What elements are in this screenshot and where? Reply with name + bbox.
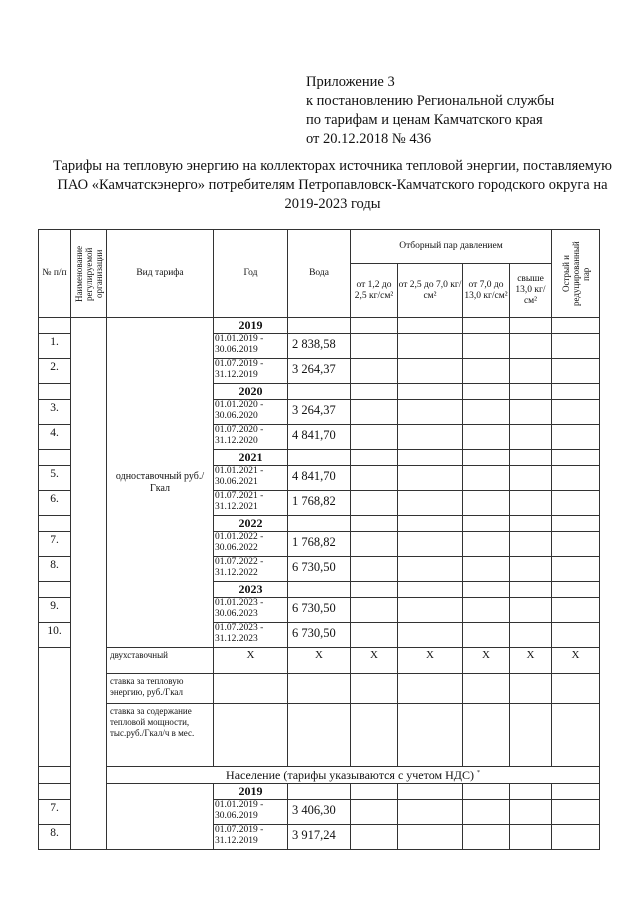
row-water: 3 264,37 [288, 359, 351, 384]
year-cell: 2020 [214, 384, 288, 400]
document-title: Тарифы на тепловую энергию на коллекторах источника тепловой энергии, поставляемую ПАО «Камчатскэнерго» потребителям Петропавловск-Камчатского городского округа на 2019-2023 годы [52, 158, 613, 212]
row-period: 01.01.2022 - 30.06.2022 [214, 532, 288, 557]
year-cell: 2019 [214, 784, 288, 800]
row-water: 6 730,50 [288, 623, 351, 648]
row-num: 7. [39, 532, 71, 557]
row-water: 4 841,70 [288, 466, 351, 491]
row-num: 3. [39, 400, 71, 425]
row-water: 6 730,50 [288, 598, 351, 623]
row-water: 2 838,58 [288, 334, 351, 359]
capacity-rate-row [39, 704, 600, 767]
population-header-row [39, 767, 600, 784]
row-water: 3 264,37 [288, 400, 351, 425]
two-rate-row [39, 648, 600, 674]
appendix-line-4: от 20.12.2018 № 436 [306, 131, 432, 147]
row-num: 4. [39, 425, 71, 450]
row-num: 1. [39, 334, 71, 359]
year-cell: 2021 [214, 450, 288, 466]
header-row-1 [39, 230, 600, 264]
x-mark: X [398, 648, 463, 674]
year-row [39, 318, 600, 334]
row-period: 01.07.2022 - 31.12.2022 [214, 557, 288, 582]
appendix-line-3: по тарифам и ценам Камчатского края [306, 112, 543, 128]
row-water: 1 768,82 [288, 491, 351, 516]
population-label-text: Население (тарифы указываются с учетом НДС) [226, 768, 474, 782]
cell [39, 318, 71, 334]
row-water: 4 841,70 [288, 425, 351, 450]
appendix-line-2: к постановлению Региональной службы [306, 93, 555, 109]
row-period: 01.01.2019 - 30.06.2019 [214, 334, 288, 359]
row-period: 01.01.2023 - 30.06.2023 [214, 598, 288, 623]
row-period: 01.01.2019 - 30.06.2019 [214, 800, 288, 825]
header-kind: Вид тарифа [107, 230, 214, 318]
header-sharp-text: Острый и редуцированный пар [560, 241, 591, 306]
row-period: 01.07.2019 - 31.12.2019 [214, 825, 288, 850]
header-steam: Отборный пар давлением [351, 230, 552, 264]
row-num: 6. [39, 491, 71, 516]
row-period: 01.07.2020 - 31.12.2020 [214, 425, 288, 450]
row-water: 1 768,82 [288, 532, 351, 557]
row-period: 01.01.2020 - 30.06.2020 [214, 400, 288, 425]
year-cell: 2019 [214, 318, 288, 334]
header-p1: от 1,2 до 2,5 кг/см² [351, 264, 398, 318]
row-period: 01.01.2021 - 30.06.2021 [214, 466, 288, 491]
header-num: № п/п [39, 230, 71, 318]
population-mark: * [476, 770, 480, 776]
energy-rate-label: ставка за тепловую энергию, руб./Гкал [107, 674, 214, 704]
x-mark: X [463, 648, 510, 674]
org-cell [71, 318, 107, 850]
x-mark: X [510, 648, 552, 674]
year-cell: 2023 [214, 582, 288, 598]
appendix-line-1: Приложение 3 [306, 74, 395, 90]
x-mark: X [288, 648, 351, 674]
x-mark: X [552, 648, 600, 674]
x-mark: X [214, 648, 288, 674]
energy-rate-row [39, 674, 600, 704]
row-num: 5. [39, 466, 71, 491]
row-num: 7. [39, 800, 71, 825]
year-cell: 2022 [214, 516, 288, 532]
appendix-block [306, 73, 554, 149]
population-label [107, 767, 600, 784]
row-num: 8. [39, 557, 71, 582]
header-water: Вода [288, 230, 351, 318]
row-water: 3 917,24 [288, 825, 351, 850]
tariff-table [38, 229, 600, 850]
header-p2: от 2,5 до 7,0 кг/см² [398, 264, 463, 318]
header-p4: свыше 13,0 кг/см² [510, 264, 552, 318]
header-org-text: Наименование регулируемой организации [73, 245, 104, 302]
kind-cell [107, 784, 214, 850]
row-num: 2. [39, 359, 71, 384]
row-num: 8. [39, 825, 71, 850]
x-mark: X [351, 648, 398, 674]
row-period: 01.07.2021 - 31.12.2021 [214, 491, 288, 516]
year-row [39, 784, 600, 800]
row-num: 10. [39, 623, 71, 648]
row-water: 3 406,30 [288, 800, 351, 825]
single-rate-label: одноставочный руб./Гкал [107, 318, 214, 648]
header-p3: от 7,0 до 13,0 кг/см² [463, 264, 510, 318]
row-period: 01.07.2023 - 31.12.2023 [214, 623, 288, 648]
header-org [71, 230, 107, 318]
header-sharp [552, 230, 600, 318]
row-num: 9. [39, 598, 71, 623]
capacity-rate-label: ставка за содержание тепловой мощности, тыс.руб./Гкал/ч в мес. [107, 704, 214, 767]
two-rate-label: двухставочный [107, 648, 214, 674]
header-year: Год [214, 230, 288, 318]
row-period: 01.07.2019 - 31.12.2019 [214, 359, 288, 384]
row-water: 6 730,50 [288, 557, 351, 582]
